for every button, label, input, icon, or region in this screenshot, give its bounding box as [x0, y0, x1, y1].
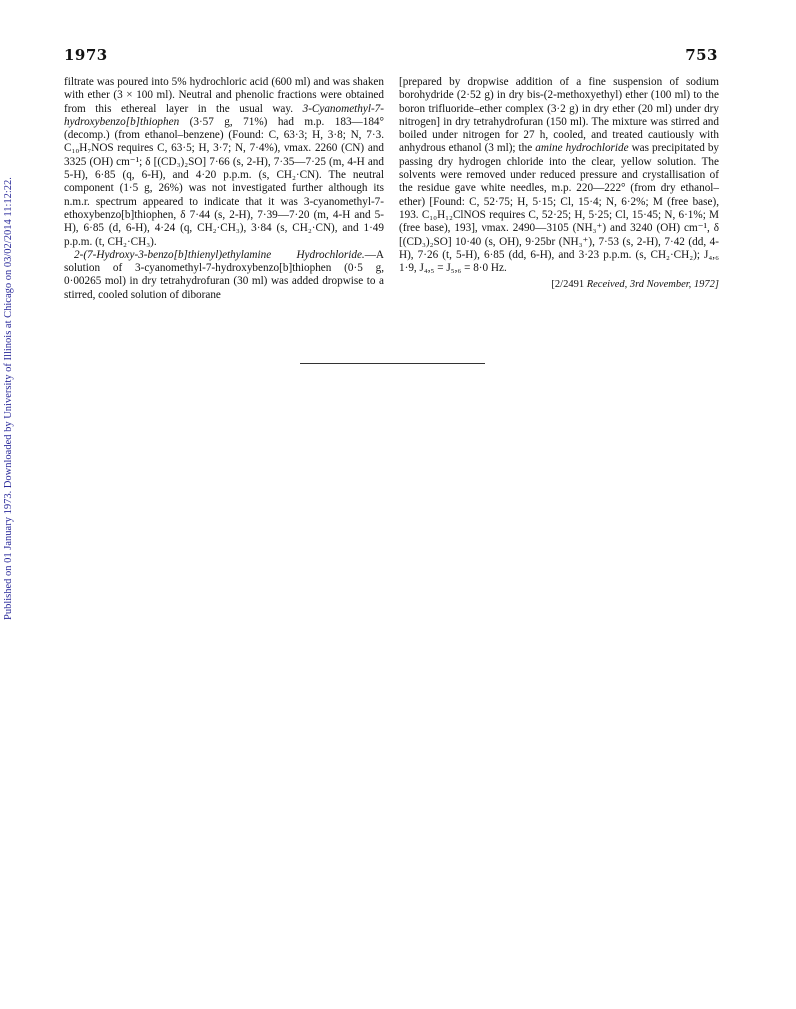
amine-hydrochloride-term: amine hydrochloride	[535, 142, 629, 155]
right-column	[399, 76, 719, 292]
page-number: 753	[685, 46, 718, 64]
section-heading: 2-(7-Hydroxy-3-benzo[b]thienyl)ethylamine Hydrochloride.	[74, 248, 365, 261]
journal-year: 1973	[64, 46, 108, 64]
compound-name: 3-Cyanomethyl-7-hydroxybenzo[b]thiophen	[64, 102, 384, 128]
right-paragraph-1	[399, 76, 719, 275]
receipt-line	[399, 278, 719, 291]
right-p1-text-b: was precipitated by passing dry hydrogen chloride into the clear, yellow solution. The solvents were removed under reduced pressure and crystallisation of the residue gave white needles, m.p. 220—222° (from dry ethanol–ether) [Found: C, 52·75; H, 5·15; Cl, 15·4; N, 6·2%; M (free base), 193. C₁₀H₁₂ClNOS requires C, 52·25; H, 5·25; Cl, 15·45; N, 6·1%; M (free base), 193], νmax. 2490—3105 (NH₃⁺) and 3240 (OH) cm⁻¹, δ [(CD₃)₂SO] 10·40 (s, OH), 9·25br (NH₃⁺), 7·53 (s, 2-H), 7·42 (dd, 4-H), 7·26 (t, 5-H), 6·85 (dd, 6-H), and 3·23 p.p.m. (s, CH₂·CH₂); J₄,₆ 1·9, J₄,₅ = J₅,₆ = 8·0 Hz.	[399, 142, 720, 275]
left-p1-text-a: filtrate was poured into 5% hydrochloric acid (600 ml) and was shaken with ether (3 × 100 ml). Neutral and phenolic fractions were obtained from this ethereal layer in the usual way.	[64, 76, 384, 115]
end-rule	[300, 363, 485, 364]
left-paragraph-2	[64, 249, 384, 302]
left-p2-body: —A solution of 3-cyanomethyl-7-hydroxybenzo[b]thiophen (0·5 g, 0·00265 mol) in dry tetrahydrofuran (30 ml) was added dropwise to a stirred, cooled solution of diborane	[64, 248, 384, 301]
download-watermark: Published on 01 January 1973. Downloaded by University of Illinois at Chicago on 03/02/2014 11:12:22.	[3, 177, 14, 620]
left-p1-text-b: (3·57 g, 71%) had m.p. 183—184° (decomp.) (from ethanol–benzene) (Found: C, 63·3; H, 3·8; N, 7·3. C₁₀H₇NOS requires C, 63·5; H, 3·7; N, 7·4%), νmax. 2260 (CN) and 3325 (OH) cm⁻¹; δ [(CD₃)₂SO] 7·66 (s, 2-H), 7·35—7·25 (m, 4-H and 5-H), 6·85 (q, 6-H), and 4·20 p.p.m. (s, CH₂·CN). The neutral component (1·5 g, 26%) was not investigated further although its n.m.r. spectrum appeared to indicate that it was 3-cyanomethyl-7-ethoxybenzo[b]thiophen, δ 7·44 (s, 2-H), 7·39—7·20 (m, 4-H and 5-H), 6·85 (d, 6-H), 4·24 (q, CH₂·CH₃), 3·84 (s, CH₂·CN), and 1·49 p.p.m. (t, CH₂·CH₃).	[64, 115, 384, 248]
right-p1-text-a: [prepared by dropwise addition of a fine suspension of sodium borohydride (2·52 g) in dry bis-(2-methoxyethyl) ether (100 ml) to the boron trifluoride–ether complex (3·2 g) in dry ether (20 ml) under dry nitrogen] in dry tetrahydrofuran (150 ml). The mixture was stirred and boiled under nitrogen for 27 h, cooled, and treated cautiously with anhydrous ethanol (3 ml); the	[399, 76, 719, 155]
left-column	[64, 76, 384, 302]
receipt-id: [2/2491	[551, 279, 585, 291]
left-paragraph-1	[64, 76, 384, 249]
receipt-date: Received, 3rd November, 1972]	[586, 279, 719, 291]
